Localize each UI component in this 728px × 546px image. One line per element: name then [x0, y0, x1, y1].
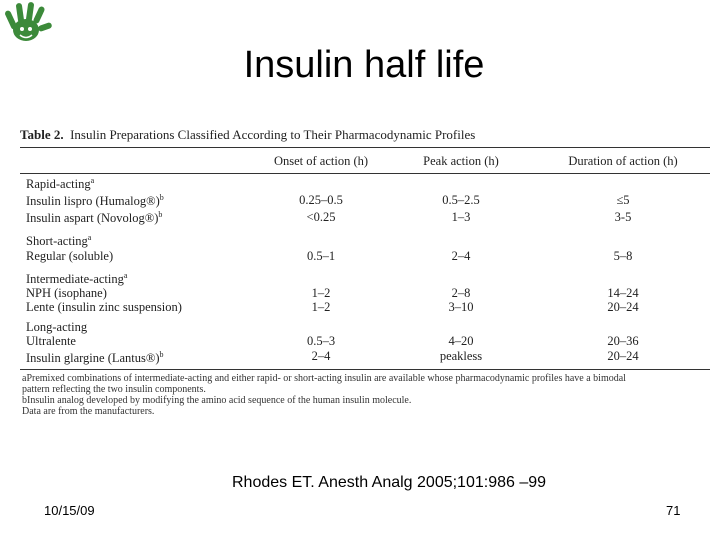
drug-name-cell: Insulin glargine (Lantus®)$^b$ — [26, 349, 164, 365]
peak-cell: 3–10 — [448, 299, 474, 314]
peak-cell: 0.5–2.5 — [442, 192, 480, 207]
table-row — [20, 249, 710, 263]
footnote-line: Data are from the manufacturers. — [22, 405, 155, 417]
onset-cell — [256, 320, 386, 334]
footnote-marker: a — [87, 233, 92, 243]
footnote-line: bInsulin analog developed by modifying the amino acid sequence of the human insulin molecule. — [22, 394, 412, 406]
footnote-marker: a — [123, 270, 128, 280]
onset-cell: <0.25 — [306, 209, 336, 224]
drug-name-cell: Long-acting — [26, 319, 88, 334]
onset-cell: 1–2 — [311, 299, 331, 314]
table-body — [20, 174, 710, 370]
drug-name-cell: Rapid-acting$^a$ — [26, 176, 95, 192]
table-row — [20, 208, 710, 225]
table-caption — [20, 127, 710, 148]
peak-cell: 2–4 — [451, 248, 471, 263]
duration-cell: 20–24 — [607, 299, 639, 314]
table-row — [20, 348, 710, 370]
onset-cell — [256, 174, 386, 192]
onset-cell: 2–4 — [311, 349, 331, 364]
peak-cell: peakless — [439, 349, 483, 364]
onset-cell — [256, 231, 386, 248]
peak-cell — [386, 231, 536, 248]
footnote-line: aPremixed combinations of intermediate-acting and either rapid- or short-acting insulin are available whose pharmacodynamic profiles have a bimodal — [22, 372, 626, 384]
peak-cell: 2–8 — [451, 285, 471, 300]
footnote-line: pattern reflecting the two insulin components. — [22, 383, 206, 395]
drug-name-cell: NPH (isophane) — [26, 285, 107, 300]
duration-cell: 14–24 — [607, 285, 639, 300]
drug-name-cell: Insulin aspart (Novolog®)$^b$ — [26, 210, 163, 226]
category-row — [20, 174, 710, 192]
drug-name-cell: Lente (insulin zinc suspension) — [26, 299, 182, 314]
onset-cell: 0.25–0.5 — [299, 192, 343, 207]
onset-cell: 0.5–1 — [306, 248, 336, 263]
table-footnotes — [20, 370, 710, 417]
drug-name-cell: Intermediate-acting$^a$ — [26, 270, 128, 286]
footnote-marker: b — [158, 210, 163, 220]
footnote-marker: b — [159, 349, 164, 359]
header-duration: Duration of action (h) — [536, 148, 710, 174]
header-onset: Onset of action (h) — [256, 148, 386, 174]
slide-date: 10/15/09 — [44, 503, 95, 518]
drug-name-cell: Regular (soluble) — [26, 248, 114, 263]
category-row — [20, 231, 710, 248]
peak-cell: 4–20 — [448, 333, 474, 348]
footnote-marker: b — [159, 193, 164, 203]
table-row — [20, 300, 710, 314]
peak-cell — [386, 320, 536, 334]
onset-cell: 1–2 — [311, 285, 331, 300]
table-caption-text: Insulin Preparations Classified According to Their Pharmacodynamic Profiles — [70, 127, 476, 142]
duration-cell: 5–8 — [613, 248, 633, 263]
table-row — [20, 191, 710, 208]
peak-cell — [386, 174, 536, 192]
drug-name-cell: Insulin lispro (Humalog®)$^b$ — [26, 193, 164, 209]
header-peak: Peak action (h) — [386, 148, 536, 174]
duration-cell: 3-5 — [614, 209, 632, 224]
footnote-marker: a — [90, 176, 95, 185]
drug-name-cell: Ultralente — [26, 333, 76, 348]
onset-cell: 0.5–3 — [306, 333, 336, 348]
duration-cell — [536, 231, 710, 248]
table-row — [20, 286, 710, 300]
duration-cell — [536, 320, 710, 334]
duration-cell: 20–36 — [607, 333, 639, 348]
table-caption-label: Table 2. — [20, 127, 64, 142]
peak-cell — [386, 269, 536, 286]
onset-cell — [256, 269, 386, 286]
duration-cell: 20–24 — [607, 349, 639, 364]
slide-title: Insulin half life — [243, 44, 485, 86]
table-row — [20, 334, 710, 348]
table-header-row — [20, 148, 710, 174]
duration-cell — [536, 269, 710, 286]
peak-cell: 1–3 — [451, 209, 471, 224]
category-row — [20, 320, 710, 334]
drug-name-cell: Short-acting$^a$ — [26, 233, 92, 249]
duration-cell: ≤5 — [616, 192, 630, 207]
insulin-table — [20, 127, 710, 417]
header-name — [20, 148, 256, 174]
green-hand-logo-icon — [2, 0, 56, 48]
duration-cell — [536, 174, 710, 192]
category-row — [20, 269, 710, 286]
citation: Rhodes ET. Anesth Analg 2005;101:986 –99 — [232, 474, 547, 491]
page-number: 71 — [666, 503, 681, 518]
